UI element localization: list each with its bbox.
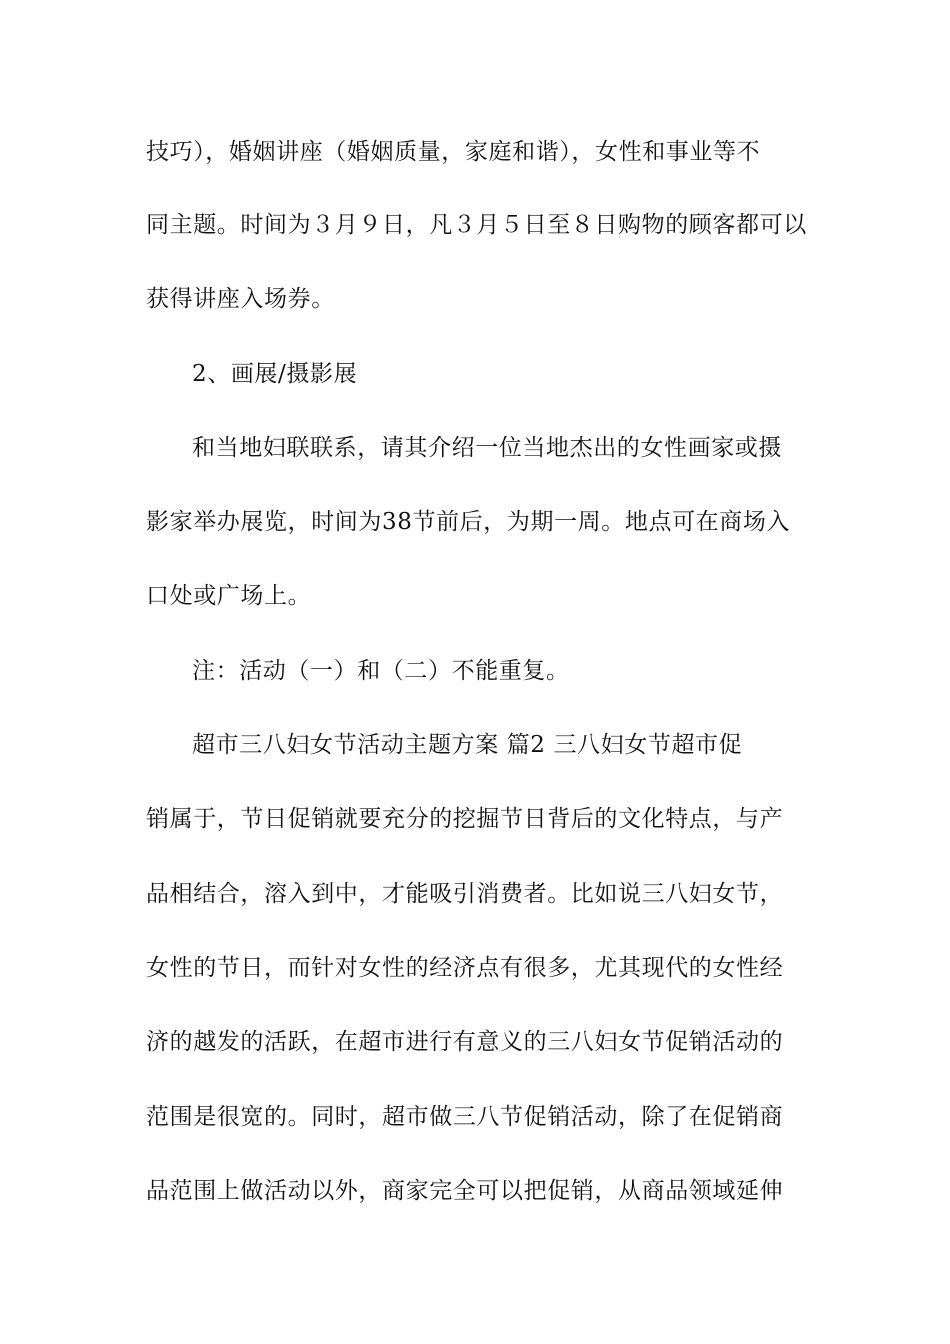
- text-line: 获得讲座入场券。: [146, 286, 335, 312]
- text-line: 销属于，节日促销就要充分的挖掘节日背后的文化特点，与产: [146, 806, 784, 832]
- text-line: 品相结合，溶入到中，才能吸引消费者。比如说三八妇女节，: [146, 881, 784, 907]
- text-line: 女性的节日，而针对女性的经济点有很多，尤其现代的女性经: [146, 955, 784, 981]
- text-line: 品范围上做活动以外，商家完全可以把促销，从商品领域延伸: [146, 1178, 784, 1204]
- text-line: 和当地妇联联系，请其介绍一位当地杰出的女性画家或摄: [192, 435, 782, 461]
- text-line: 同主题。时间为３月９日，凡３月５日至８日购物的顾客都可以: [146, 212, 807, 238]
- text-line: 超市三八妇女节活动主题方案 篇2 三八妇女节超市促: [192, 732, 743, 758]
- section-heading: 2、画展/摄影展: [192, 361, 358, 387]
- text-line: 影家举办展览，时间为38节前后，为期一周。地点可在商场入: [146, 509, 791, 535]
- text-line: 范围是很宽的。同时，超市做三八节促销活动，除了在促销商: [146, 1104, 784, 1130]
- text-line: 济的越发的活跃，在超市进行有意义的三八妇女节促销活动的: [146, 1029, 784, 1055]
- note-line: 注：活动（一）和（二）不能重复。: [192, 658, 570, 684]
- text-line: 口处或广场上。: [146, 583, 312, 609]
- text-line: 技巧），婚姻讲座（婚姻质量，家庭和谐），女性和事业等不: [146, 139, 761, 165]
